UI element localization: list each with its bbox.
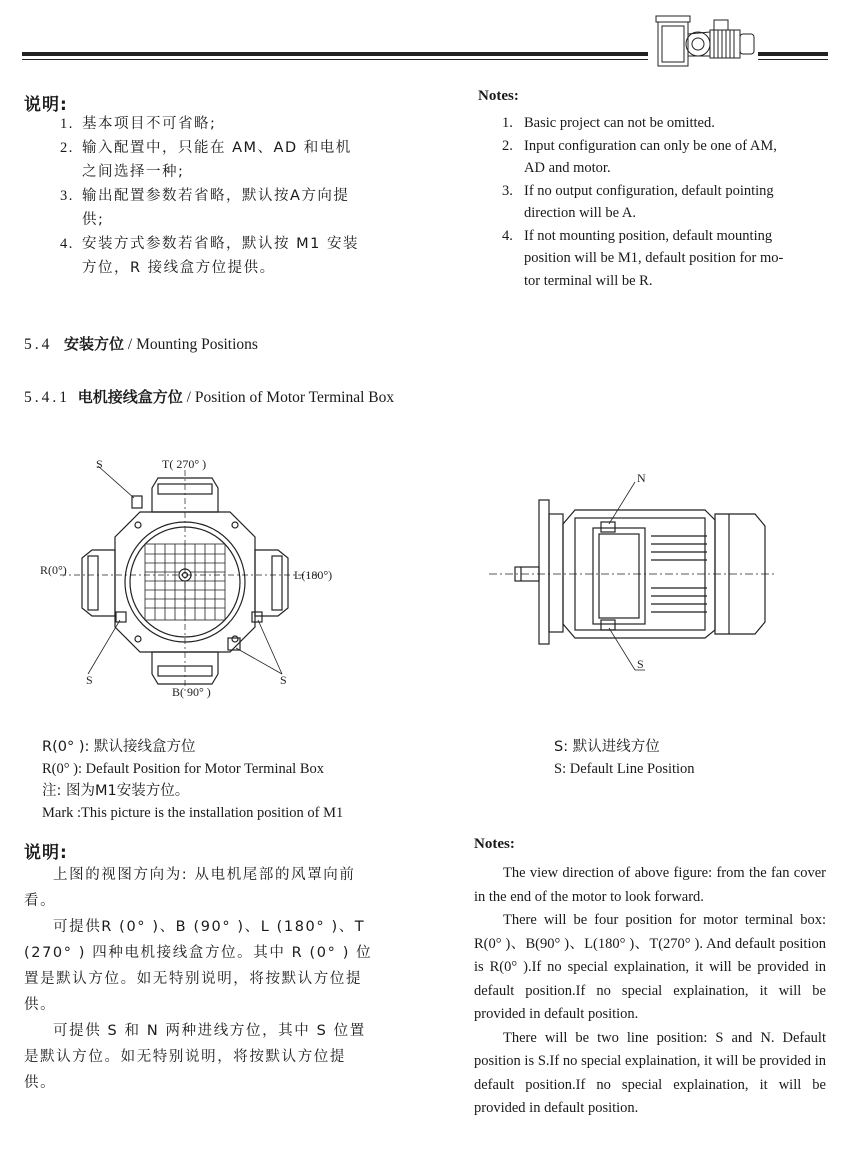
caption-left-line-2: R(0° ): Default Position for Motor Terminal Box: [42, 761, 324, 777]
explain-en-body: [474, 862, 826, 1121]
explain-zh-p3: 可提供 S 和 N 两种进线方位，其中 S 位置是默认方位。如无特别说明，将按默认方位提供。: [24, 1023, 366, 1091]
caption-left-line-4: Mark :This picture is the installation position of M1: [42, 805, 344, 821]
explain-zh-p1: 上图的视图方向为: 从电机尾部的风罩向前看。: [24, 867, 356, 909]
label-R-0: R(0°): [40, 563, 67, 577]
caption-right-line-2: S: Default Line Position: [554, 761, 695, 777]
section-5-4-heading: 5.4 安装方位 / Mounting Positions: [24, 335, 258, 353]
label-L-180: L(180°): [294, 568, 333, 582]
notes-en-list: [502, 112, 832, 292]
explain-en-p2: There will be four position for motor terminal box: R(0° )、B(90° )、L(180° )、T(270° ). And default position is R(0° ).If no special explaination, it will be provided in default position.If no special explaination, it will be provided in default position.: [474, 912, 826, 1022]
notes-en-item-3: 3. If no output configuration, default pointing direction will be A.: [502, 182, 774, 221]
notes-en-item-4: 4. If not mounting position, default mounting position will be M1, default position for mo- tor terminal will be R.: [502, 227, 784, 289]
caption-left: [42, 736, 343, 824]
header-rule-right: [758, 52, 828, 56]
notes-zh-item-2: 2. 输入配置中，只能在 AM、AD 和电机 之间选择一种;: [60, 140, 352, 180]
notes-en-item-2: 2. Input configuration can only be one of AM, AD and motor.: [502, 137, 777, 176]
notes-zh-item-1: 1. 基本项目不可省略;: [60, 116, 217, 132]
notes-zh-title: 说明:: [24, 95, 68, 115]
label-N: N: [637, 471, 646, 485]
label-S: S: [637, 657, 644, 671]
label-S-bottom-left: S: [86, 673, 93, 687]
caption-right-line-1: S: 默认进线方位: [554, 739, 660, 755]
label-S-bottom-right: S: [280, 673, 287, 687]
gearmotor-illustration: [652, 8, 760, 74]
header-rule-left-thin: [22, 59, 648, 60]
notes-zh-item-4: 4. 安装方式参数若省略，默认按 M1 安装 方位，R 接线盒方位提供。: [60, 236, 359, 276]
explain-zh-p2: 可提供R (0° )、B (90° )、L (180° )、T (270° ) 四种电机接线盒方位。其中 R (0° ) 位置是默认方位。如无特别说明，将按默认方位提供。: [24, 919, 373, 1013]
notes-en-item-1: 1. Basic project can not be omitted.: [502, 115, 715, 131]
notes-en-title: Notes:: [478, 88, 519, 104]
notes-zh-list: [60, 112, 400, 280]
explain-zh-title: 说明:: [24, 843, 68, 863]
explain-zh-body: [24, 862, 378, 1096]
line-position-diagram: [485, 470, 785, 685]
section-5-4-1-heading: 5.4.1 电机接线盒方位 / Position of Motor Terminal Box: [24, 388, 395, 406]
caption-left-line-1: R(0° ): 默认接线盒方位: [42, 739, 196, 755]
header-rule-left: [22, 52, 648, 56]
terminal-box-positions-diagram: [30, 452, 370, 702]
explain-en-title: Notes:: [474, 836, 515, 852]
label-B-90: B( 90° ): [172, 685, 211, 699]
header-rule-right-thin: [758, 59, 828, 60]
caption-left-line-3: 注: 图为M1安装方位。: [42, 783, 190, 799]
label-T-270: T( 270° ): [162, 457, 207, 471]
explain-en-p1: The view direction of above figure: from the fan cover in the end of the motor to look forward.: [474, 865, 826, 905]
notes-zh-item-3: 3. 输出配置参数若省略，默认按A方向提 供;: [60, 188, 350, 228]
caption-right: [554, 736, 695, 780]
label-S-top: S: [96, 457, 103, 471]
explain-en-p3: There will be two line position: S and N. Default position is S.If no special explaination, it will be provided in default position.If no special explaination, it will be provided in default position.: [474, 1029, 826, 1116]
